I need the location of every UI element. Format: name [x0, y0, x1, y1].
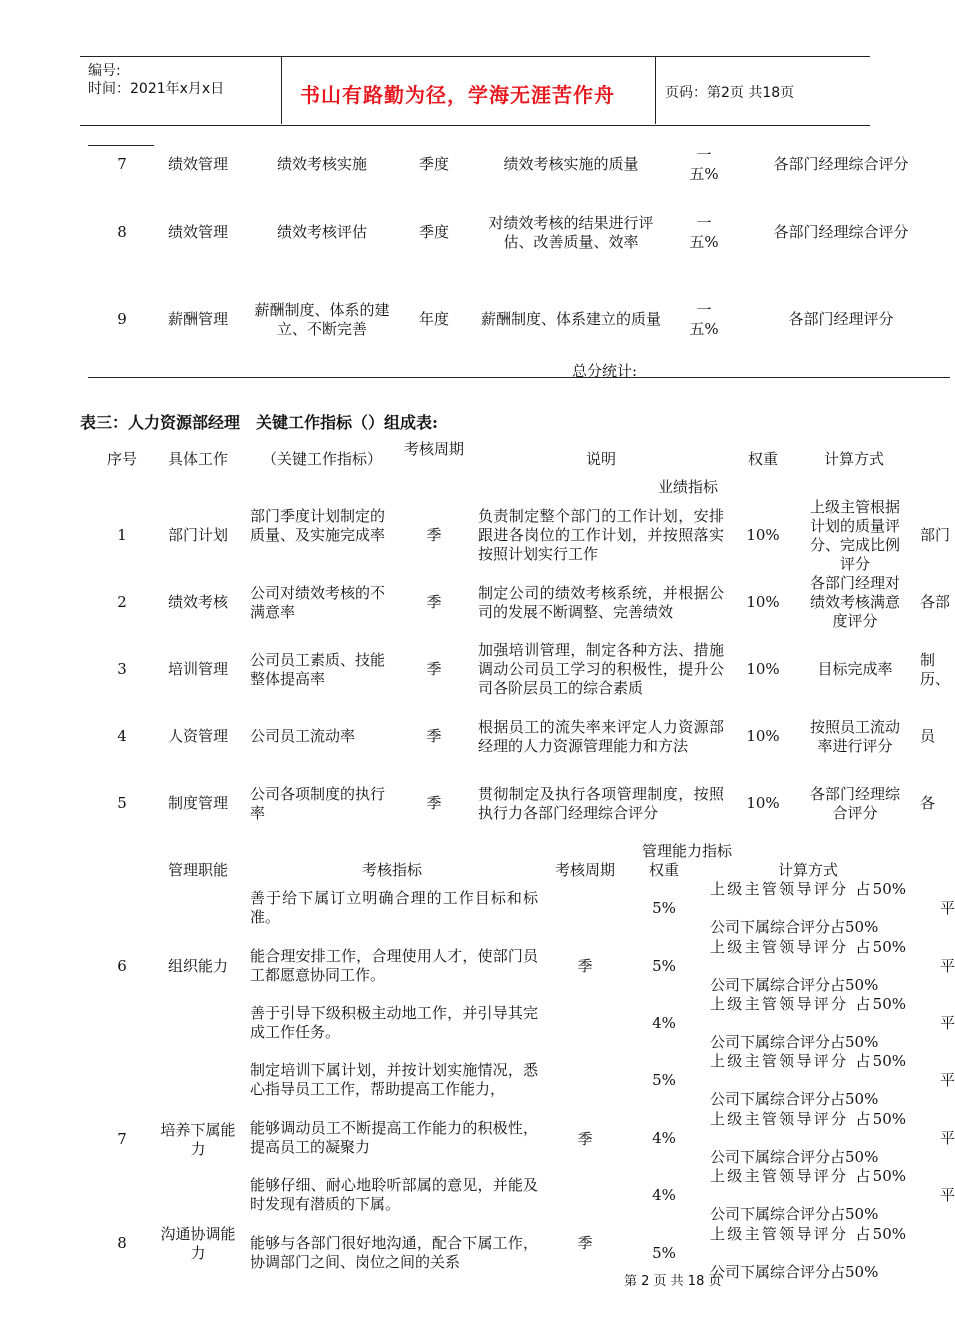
cell-method: 上级主管根据计划的质量评分、完成比例评分	[810, 497, 901, 573]
cell-period: 季	[426, 593, 442, 611]
cell-method-bottom: 公司下属综合评分占50%	[710, 918, 879, 936]
cell-period: 季	[426, 660, 442, 678]
cell-area: 绩效管理	[167, 223, 228, 241]
cell-method-top: 上级主管领导评分 占50%	[710, 1167, 906, 1185]
cell-no: 1	[117, 526, 127, 544]
cell-period: 季度	[418, 155, 449, 173]
cell-desc: 贯彻制定及执行各项管理制度，按照执行力各部门经理综合评分	[478, 784, 724, 822]
cell-weight: 10%	[746, 794, 780, 812]
cell-kpi: 公司对绩效考核的不满意率	[250, 583, 386, 621]
cell-indicator: 薪酬制度、体系的建立、不断完善	[254, 301, 390, 338]
cell-indicator: 能够仔细、耐心地聆听部属的意见，并能及时发现有潜质的下属。	[250, 1176, 538, 1213]
cell-weight: 一五%	[689, 146, 719, 183]
cell-kpi: 公司员工流动率	[250, 727, 356, 745]
cell-weight: 4%	[652, 1129, 676, 1147]
page-footer: 第 2 页 共 18 页	[624, 1274, 722, 1289]
table-rule	[88, 377, 950, 378]
cell-cutoff: 平	[940, 957, 955, 975]
cell-desc: 绩效考核实施的质量	[503, 155, 639, 173]
cell-weight: 10%	[746, 593, 780, 611]
cell-weight: 4%	[652, 1186, 676, 1204]
cell-indicator: 绩效考核评估	[276, 223, 367, 241]
cell-method-top: 上级主管领导评分 占50%	[710, 880, 906, 898]
cell-period: 季	[426, 727, 442, 745]
cell-cutoff: 员	[920, 727, 936, 745]
cell-weight: 5%	[652, 1071, 676, 1089]
cell-desc: 负责制定整个部门的工作计划，安排跟进各岗位的工作计划，并按照落实按照计划实行工作	[478, 507, 724, 563]
cell-indicator: 善于引导下级积极主动地工作，并引导其完成工作任务。	[250, 1004, 538, 1041]
cell-method-top: 上级主管领导评分 占50%	[710, 1052, 906, 1070]
cell-cutoff: 平	[940, 899, 955, 917]
header-divider	[281, 56, 282, 124]
cell-method-bottom: 公司下属综合评分占50%	[710, 976, 879, 994]
cell-cutoff: 平	[940, 1129, 955, 1147]
col-header-work: 具体工作	[167, 450, 228, 468]
page-info: 页码：第2页 共18页	[665, 85, 795, 101]
cell-method: 各部门经理综合评分	[773, 155, 909, 173]
cell-desc: 根据员工的流失率来评定人力资源部经理的人力资源管理能力和方法	[478, 717, 724, 755]
cell-method: 各部门经理对绩效考核满意度评分	[810, 574, 901, 630]
total-label: 总分统计:	[572, 362, 638, 380]
col-header-desc: 说明	[585, 450, 616, 468]
header-divider	[655, 56, 656, 124]
cell-method-top: 上级主管领导评分 占50%	[710, 938, 906, 956]
cell-method-bottom: 公司下属综合评分占50%	[710, 1033, 879, 1051]
cell-method: 各部门经理综合评分	[773, 223, 909, 241]
cell-method-bottom: 公司下属综合评分占50%	[710, 1205, 879, 1223]
cell-no: 5	[117, 794, 127, 812]
cell-no: 8	[117, 1234, 127, 1252]
cell-desc: 薪酬制度、体系建立的质量	[480, 310, 661, 328]
cell-desc: 制定公司的绩效考核系统，并根据公司的发展不断调整、完善绩效	[478, 583, 724, 621]
cell-no: 4	[117, 727, 127, 745]
cell-method-bottom: 公司下属综合评分占50%	[710, 1148, 879, 1166]
cell-weight: 5%	[652, 1244, 676, 1262]
cell-indicator: 绩效考核实施	[276, 155, 367, 173]
cell-no: 9	[117, 310, 127, 328]
section-management: 管理能力指标	[642, 842, 733, 860]
cell-func: 培养下属能力	[160, 1121, 236, 1158]
cell-no: 8	[117, 223, 127, 241]
section-performance: 业绩指标	[658, 478, 719, 496]
table3-title: 表三：人力资源部经理 关键工作指标（）组成表:	[80, 413, 438, 432]
cell-no: 2	[117, 593, 127, 611]
cell-func: 沟通协调能力	[160, 1225, 236, 1262]
mgmt-header-period: 考核周期	[554, 861, 615, 879]
cell-kpi: 公司员工素质、技能整体提高率	[250, 650, 386, 688]
cell-period: 季度	[418, 223, 449, 241]
doc-time-label: 时间：2021年x月x日	[88, 81, 225, 97]
header-motto: 书山有路勤为径，学海无涯苦作舟	[300, 83, 615, 107]
mgmt-header-indicator: 考核指标	[361, 861, 422, 879]
cell-period: 季	[426, 794, 442, 812]
cell-weight: 10%	[746, 727, 780, 745]
cell-work: 部门计划	[167, 526, 228, 544]
cell-desc: 加强培训管理，制定各种方法、措施调动公司员工学习的积极性，提升公司各阶层员工的综合素质	[478, 641, 724, 697]
cell-method: 按照员工流动率进行评分	[810, 717, 901, 755]
cell-weight: 5%	[652, 899, 676, 917]
cell-work: 人资管理	[167, 727, 228, 745]
cell-no: 6	[117, 957, 127, 975]
cell-cutoff: 平	[940, 1186, 955, 1204]
cell-cutoff: 各部	[920, 593, 951, 611]
doc-number-label: 编号:	[88, 63, 121, 79]
cell-work: 培训管理	[167, 660, 228, 678]
cell-kpi: 部门季度计划制定的质量、及实施完成率	[250, 507, 386, 544]
cell-period: 季	[577, 1234, 593, 1252]
cell-period: 年度	[418, 310, 449, 328]
cell-cutoff: 平	[940, 1071, 955, 1089]
cell-method: 各部门经理综合评分	[810, 784, 901, 822]
cell-method: 各部门经理评分	[788, 310, 894, 328]
cell-area: 薪酬管理	[167, 310, 228, 328]
col-header-no: 序号	[106, 450, 137, 468]
cell-method-bottom: 公司下属综合评分占50%	[710, 1090, 879, 1108]
cell-period: 季	[577, 957, 593, 975]
cell-work: 绩效考核	[167, 593, 228, 611]
cell-indicator: 善于给下属订立明确合理的工作目标和标准。	[250, 889, 538, 926]
cell-indicator: 制定培训下属计划，并按计划实施情况，悉心指导员工工作，帮助提高工作能力，	[250, 1061, 538, 1098]
cell-indicator: 能够与各部门很好地沟通，配合下属工作，协调部门之间、岗位之间的关系	[250, 1234, 538, 1271]
cell-period: 季	[577, 1130, 593, 1148]
cell-kpi: 公司各项制度的执行率	[250, 784, 386, 822]
cell-cutoff: 各	[920, 794, 936, 812]
cell-weight: 10%	[746, 660, 780, 678]
cell-indicator: 能合理安排工作，合理使用人才，使部门员工都愿意协同工作。	[250, 947, 538, 984]
cell-period: 季	[426, 526, 442, 544]
cell-desc: 对绩效考核的结果进行评估、改善质量、效率	[488, 214, 654, 251]
cell-indicator: 能够调动员工不断提高工作能力的积极性，提高员工的凝聚力	[250, 1119, 538, 1156]
cell-method-top: 上级主管领导评分 占50%	[710, 995, 906, 1013]
cell-work: 制度管理	[167, 794, 228, 812]
cell-no: 7	[117, 1130, 127, 1148]
cell-cutoff: 平	[940, 1014, 955, 1032]
col-header-period: 考核周期	[404, 440, 465, 458]
cell-no: 3	[117, 660, 127, 678]
cell-func: 组织能力	[167, 957, 228, 975]
cell-method-top: 上级主管领导评分 占50%	[710, 1110, 906, 1128]
cell-weight: 10%	[746, 526, 780, 544]
cell-cutoff: 制历、	[920, 651, 951, 688]
col-header-kpi: （关键工作指标）	[261, 450, 382, 468]
cell-weight: 4%	[652, 1014, 676, 1032]
table-rule	[88, 145, 154, 146]
col-header-weight: 权重	[747, 450, 778, 468]
cell-method-top: 上级主管领导评分 占50%	[710, 1225, 906, 1243]
cell-no: 7	[117, 155, 127, 173]
cell-method-bottom: 公司下属综合评分占50%	[710, 1263, 879, 1281]
mgmt-header-method: 计算方式	[777, 861, 838, 879]
mgmt-header-weight: 权重	[648, 861, 679, 879]
cell-method: 目标完成率	[817, 660, 893, 678]
cell-cutoff: 部门	[920, 526, 951, 544]
cell-weight: 一五%	[689, 301, 719, 338]
cell-weight: 5%	[652, 957, 676, 975]
cell-weight: 一五%	[689, 214, 719, 251]
cell-area: 绩效管理	[167, 155, 228, 173]
mgmt-header-func: 管理职能	[167, 861, 228, 879]
col-header-method: 计算方式	[823, 450, 884, 468]
